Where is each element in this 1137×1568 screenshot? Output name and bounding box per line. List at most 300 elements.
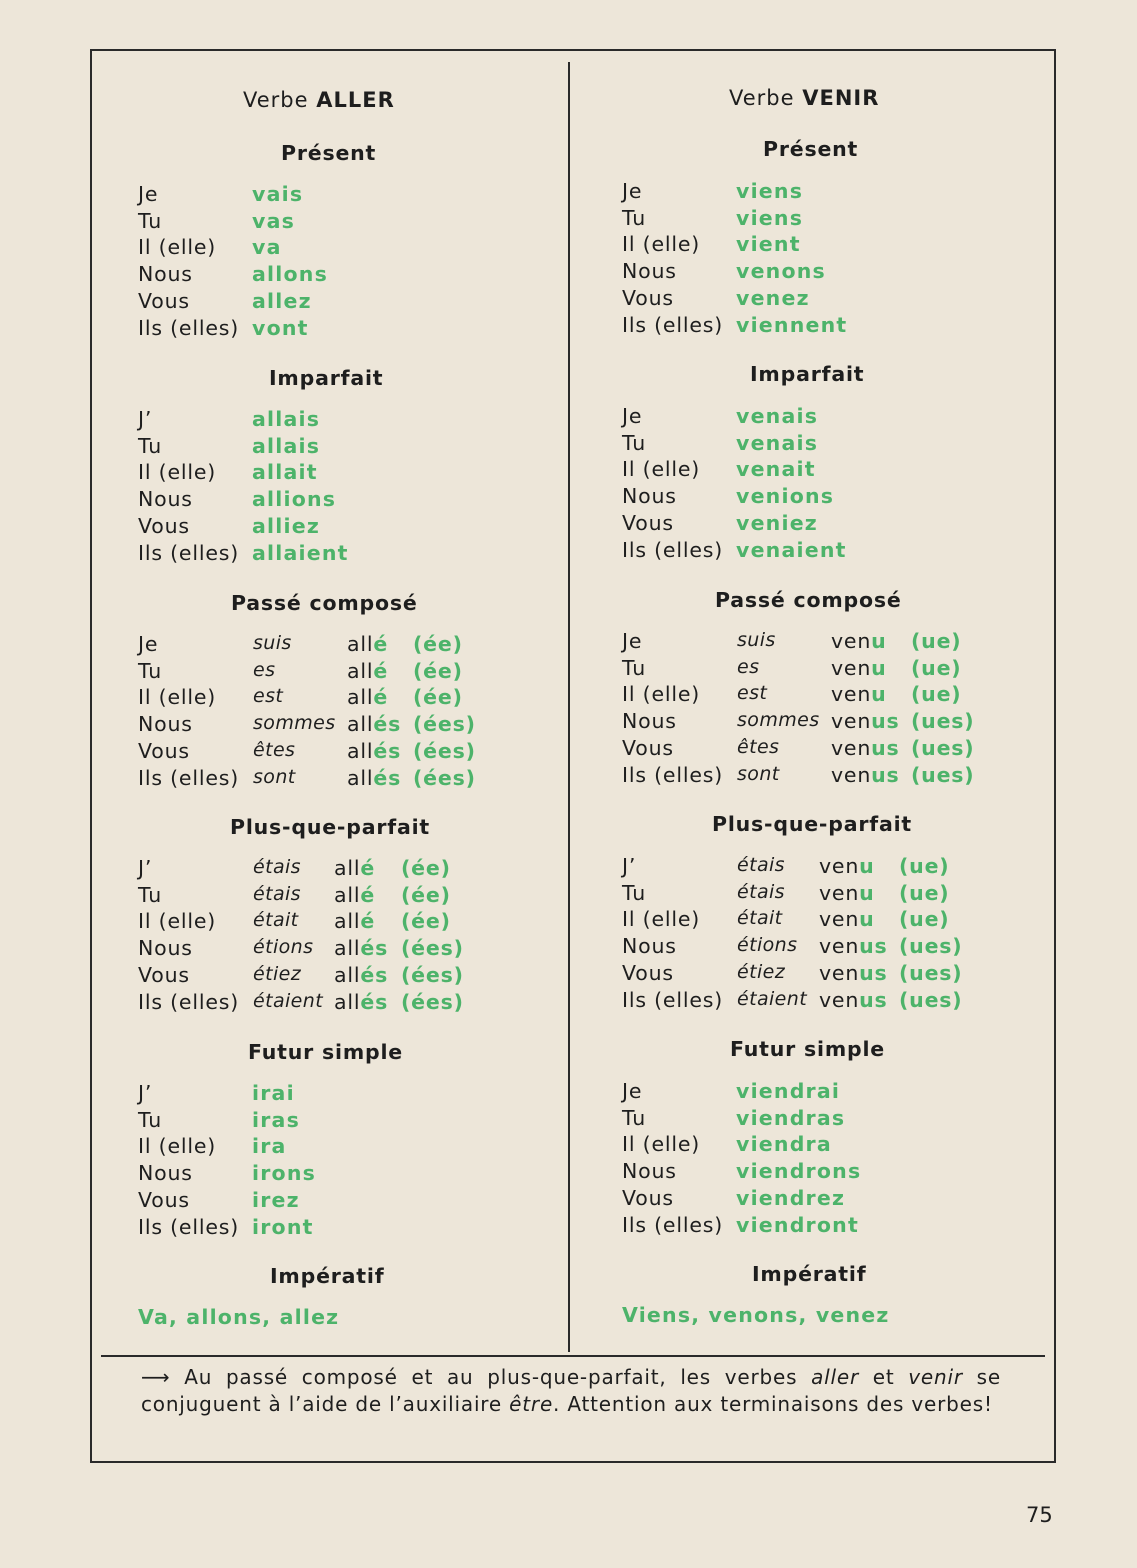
page-number: 75 xyxy=(1026,1503,1053,1527)
conjugation-row xyxy=(138,1134,578,1161)
conjugation-row xyxy=(138,1161,578,1188)
pronoun: Tu xyxy=(622,655,647,680)
participle xyxy=(819,907,875,931)
section-heading-imperatif: Impératif xyxy=(270,1264,385,1288)
pronoun: Je xyxy=(622,404,643,428)
participle-ending: é xyxy=(373,632,389,656)
participle xyxy=(819,961,888,985)
pronoun: Je xyxy=(138,632,159,656)
conjugation-row xyxy=(622,511,1062,538)
participle xyxy=(831,763,900,787)
agreement: (ée) xyxy=(401,882,451,907)
participle-ending: és xyxy=(360,962,389,987)
pronoun: Vous xyxy=(138,962,190,987)
verb-form: alliez xyxy=(252,513,320,538)
note-auxiliary: être xyxy=(509,1392,554,1416)
agreement: (ues) xyxy=(899,934,963,959)
pronoun: Vous xyxy=(138,288,190,313)
verb-form: vas xyxy=(252,208,295,233)
verb-form: iras xyxy=(252,1107,300,1132)
participle xyxy=(347,712,401,736)
participle xyxy=(347,632,388,656)
conjugation-row xyxy=(622,232,1062,259)
pronoun: Tu xyxy=(138,1107,163,1132)
participle-stem: ven xyxy=(819,880,860,905)
verb-form: vient xyxy=(736,232,801,257)
agreement: (ées) xyxy=(413,738,476,763)
auxiliary: étaient xyxy=(737,987,808,1010)
pronoun: Il (elle) xyxy=(622,457,701,482)
conjugation-row xyxy=(138,460,578,487)
verb-form: vais xyxy=(252,182,304,206)
participle-ending: u xyxy=(871,682,887,707)
pronoun: Tu xyxy=(138,433,163,458)
participle-ending: u xyxy=(871,655,887,680)
conjugation-row xyxy=(138,235,578,262)
verb-form: viendrai xyxy=(736,1079,841,1103)
pronoun: Il (elle) xyxy=(138,1134,217,1159)
pronoun: Nous xyxy=(622,934,677,959)
verb-form: venaient xyxy=(736,537,847,562)
participle-stem: ven xyxy=(819,854,860,878)
verb-form: allaient xyxy=(252,540,349,565)
agreement: (ues) xyxy=(911,762,975,787)
conjugation-row xyxy=(622,179,1062,206)
participle xyxy=(819,988,888,1012)
conjugation-row xyxy=(622,1079,1062,1106)
participle xyxy=(831,709,900,733)
conjugation-row xyxy=(622,484,1062,511)
conjugation-row xyxy=(138,632,578,659)
verb-form: viendrez xyxy=(736,1185,846,1210)
title-prefix: Verbe xyxy=(729,86,795,110)
participle xyxy=(831,629,887,653)
agreement: (ée) xyxy=(401,909,451,934)
pronoun: Ils (elles) xyxy=(138,765,240,790)
auxiliary: étais xyxy=(737,854,785,876)
participle-ending: é xyxy=(360,909,376,934)
pronoun: Nous xyxy=(138,262,193,287)
conjugation-row xyxy=(622,736,1062,763)
pronoun: Nous xyxy=(622,259,677,284)
conjugation-row xyxy=(622,1186,1062,1213)
imperative-forms: Viens, venons, venez xyxy=(622,1303,890,1327)
pronoun: Tu xyxy=(138,658,163,683)
participle-ending: u xyxy=(859,854,875,878)
pronoun: Il (elle) xyxy=(138,460,217,485)
conjugation-row xyxy=(138,514,578,541)
participle xyxy=(347,766,401,790)
section-heading-futur: Futur simple xyxy=(730,1037,886,1061)
conjugation-row xyxy=(622,404,1062,431)
participle-ending: u xyxy=(859,880,875,905)
pronoun: Ils (elles) xyxy=(622,1212,724,1237)
participle-ending: us xyxy=(859,934,888,959)
conjugation-row xyxy=(622,538,1062,565)
pronoun: Tu xyxy=(622,205,647,230)
agreement: (ées) xyxy=(413,712,476,737)
pronoun: Ils (elles) xyxy=(622,762,724,787)
conjugation-row xyxy=(622,709,1062,736)
pronoun: Ils (elles) xyxy=(138,315,240,340)
pronoun: J’ xyxy=(138,407,153,431)
conjugation-row xyxy=(622,881,1062,908)
verb-form: allais xyxy=(252,433,321,458)
pronoun: Nous xyxy=(622,1159,677,1184)
participle-ending: us xyxy=(859,960,888,985)
participle-stem: ven xyxy=(819,934,860,959)
conjugation-row xyxy=(138,990,578,1017)
verb-form: viendrons xyxy=(736,1159,862,1184)
participle-ending: us xyxy=(871,762,900,787)
conjugation-row xyxy=(622,854,1062,881)
conjugation-row xyxy=(138,883,578,910)
participle-stem: all xyxy=(334,882,361,907)
pronoun: Vous xyxy=(622,285,674,310)
participle-stem: all xyxy=(347,632,374,656)
agreement: (ée) xyxy=(401,856,451,880)
pronoun: Il (elle) xyxy=(138,909,217,934)
verb-form: viendra xyxy=(736,1132,832,1157)
auxiliary: étiez xyxy=(253,962,302,985)
participle-stem: ven xyxy=(831,709,872,734)
verb-form: viens xyxy=(736,179,804,203)
note-and: et xyxy=(872,1365,895,1389)
conjugation-row xyxy=(138,856,578,883)
pronoun: Il (elle) xyxy=(622,232,701,257)
conjugation-row xyxy=(138,262,578,289)
section-heading-plus-que-parfait: Plus-que-parfait xyxy=(712,812,913,836)
agreement: (ues) xyxy=(911,709,975,734)
participle xyxy=(831,656,887,680)
section-heading-passe-compose: Passé composé xyxy=(715,588,902,612)
participle-ending: us xyxy=(871,709,900,734)
auxiliary: est xyxy=(253,685,284,708)
pronoun: Il (elle) xyxy=(622,682,701,707)
section-heading-passe-compose: Passé composé xyxy=(231,591,418,615)
section-heading-plus-que-parfait: Plus-que-parfait xyxy=(230,815,431,839)
pronoun: Vous xyxy=(138,1187,190,1212)
verb-form: allons xyxy=(252,262,328,287)
pronoun: Il (elle) xyxy=(622,1132,701,1157)
auxiliary: étions xyxy=(253,936,314,959)
conjugation-row xyxy=(622,629,1062,656)
auxiliary: était xyxy=(253,909,299,932)
participle-ending: us xyxy=(871,735,900,760)
participle-stem: all xyxy=(334,909,361,934)
verb-form: allait xyxy=(252,460,318,485)
title-verb: VENIR xyxy=(802,86,880,110)
conjugation-row xyxy=(138,1188,578,1215)
pronoun: Vous xyxy=(622,510,674,535)
participle-stem: all xyxy=(347,658,374,683)
conjugation-row xyxy=(622,259,1062,286)
verb-form: irez xyxy=(252,1187,300,1212)
conjugation-row xyxy=(138,289,578,316)
auxiliary: es xyxy=(253,658,276,681)
pronoun: Vous xyxy=(622,735,674,760)
title-prefix: Verbe xyxy=(243,88,309,112)
section-heading-imparfait: Imparfait xyxy=(269,366,384,390)
conjugation-row xyxy=(622,682,1062,709)
participle xyxy=(334,883,375,907)
auxiliary: était xyxy=(737,907,783,930)
verb-form: viendras xyxy=(736,1105,846,1130)
pronoun: Tu xyxy=(622,1105,647,1130)
footnote xyxy=(141,1364,1001,1418)
participle-stem: all xyxy=(334,856,361,880)
agreement: (ue) xyxy=(911,655,962,680)
pronoun: J’ xyxy=(138,1081,153,1105)
verb-form: venais xyxy=(736,430,819,455)
verb-form: veniez xyxy=(736,510,818,535)
participle-ending: é xyxy=(360,856,376,880)
conjugation-row xyxy=(622,763,1062,790)
participle-ending: és xyxy=(360,936,389,961)
verb-form: viennent xyxy=(736,312,848,337)
verb-form: viens xyxy=(736,205,804,230)
pronoun: Nous xyxy=(622,484,677,509)
conjugation-row xyxy=(622,961,1062,988)
conjugation-row xyxy=(622,457,1062,484)
verb-form: vont xyxy=(252,315,309,340)
participle-stem: ven xyxy=(831,735,872,760)
conjugation-row xyxy=(138,909,578,936)
participle xyxy=(819,881,875,905)
pronoun: Ils (elles) xyxy=(138,989,240,1014)
left-title xyxy=(243,88,395,112)
pronoun: J’ xyxy=(138,856,153,880)
conjugation-row xyxy=(622,1213,1062,1240)
pronoun: Ils (elles) xyxy=(138,1214,240,1239)
verb-form: irons xyxy=(252,1161,317,1186)
participle-stem: ven xyxy=(819,987,860,1012)
participle xyxy=(334,909,375,933)
auxiliary: étais xyxy=(737,880,785,903)
pronoun: Ils (elles) xyxy=(622,537,724,562)
verb-form: venais xyxy=(736,404,819,428)
pronoun: Tu xyxy=(138,208,163,233)
pronoun: Nous xyxy=(622,709,677,734)
conjugation-row xyxy=(622,1106,1062,1133)
section-heading-imperatif: Impératif xyxy=(752,1262,867,1286)
auxiliary: est xyxy=(737,682,768,705)
auxiliary: sommes xyxy=(737,709,820,732)
agreement: (ue) xyxy=(911,682,962,707)
auxiliary: êtes xyxy=(737,735,780,758)
agreement: (ées) xyxy=(401,989,464,1014)
agreement: (ues) xyxy=(911,735,975,760)
pronoun: Je xyxy=(138,182,159,206)
conjugation-row xyxy=(622,988,1062,1015)
conjugation-row xyxy=(138,739,578,766)
conjugation-row xyxy=(622,431,1062,458)
pronoun: Je xyxy=(622,1079,643,1103)
participle-stem: all xyxy=(334,936,361,961)
pronoun: Tu xyxy=(622,880,647,905)
verb-form: allions xyxy=(252,487,337,512)
pronoun: Nous xyxy=(138,1161,193,1186)
note-text-2: se conjuguent à l’aide de l’auxiliaire xyxy=(141,1365,1001,1416)
section-heading-present: Présent xyxy=(763,137,859,161)
participle xyxy=(347,739,401,763)
verb-form: allez xyxy=(252,288,312,313)
pronoun: Nous xyxy=(138,487,193,512)
auxiliary: étais xyxy=(253,882,301,905)
auxiliary: suis xyxy=(737,629,776,651)
participle-ending: é xyxy=(373,685,389,710)
conjugation-row xyxy=(622,934,1062,961)
conjugation-row xyxy=(138,685,578,712)
pronoun: Tu xyxy=(622,430,647,455)
conjugation-row xyxy=(138,936,578,963)
participle xyxy=(819,934,888,958)
auxiliary: étaient xyxy=(253,989,324,1012)
conjugation-row xyxy=(138,963,578,990)
agreement: (ue) xyxy=(911,629,962,653)
conjugation-row xyxy=(138,541,578,568)
agreement: (ées) xyxy=(413,765,476,790)
pronoun: J’ xyxy=(622,854,637,878)
conjugation-row xyxy=(622,206,1062,233)
pronoun: Vous xyxy=(622,960,674,985)
participle-ending: és xyxy=(373,712,402,737)
participle-ending: é xyxy=(373,658,389,683)
right-title xyxy=(729,86,879,110)
verb-form: iront xyxy=(252,1214,314,1239)
pronoun: Ils (elles) xyxy=(622,312,724,337)
conjugation-row xyxy=(138,1081,578,1108)
pronoun: Il (elle) xyxy=(138,685,217,710)
title-verb: ALLER xyxy=(316,88,395,112)
conjugation-row xyxy=(622,656,1062,683)
section-heading-futur: Futur simple xyxy=(248,1040,404,1064)
imperative-forms: Va, allons, allez xyxy=(138,1305,340,1329)
auxiliary: sont xyxy=(253,765,296,788)
pronoun: Vous xyxy=(138,513,190,538)
conjugation-row xyxy=(622,907,1062,934)
agreement: (ée) xyxy=(413,632,463,656)
auxiliary: suis xyxy=(253,632,292,654)
participle-stem: all xyxy=(334,962,361,987)
participle xyxy=(334,963,388,987)
participle-stem: all xyxy=(347,765,374,790)
pronoun: Vous xyxy=(622,1185,674,1210)
auxiliary: étiez xyxy=(737,960,786,983)
participle-stem: all xyxy=(347,712,374,737)
pronoun: Je xyxy=(622,629,643,653)
pronoun: Ils (elles) xyxy=(138,540,240,565)
participle-ending: és xyxy=(373,738,402,763)
conjugation-row xyxy=(138,1215,578,1242)
note-divider xyxy=(101,1355,1045,1357)
pronoun: Il (elle) xyxy=(622,907,701,932)
pronoun: Nous xyxy=(138,936,193,961)
participle-ending: és xyxy=(360,989,389,1014)
participle-stem: ven xyxy=(819,907,860,932)
auxiliary: es xyxy=(737,655,760,678)
conjugation-row xyxy=(138,766,578,793)
auxiliary: sommes xyxy=(253,712,336,735)
conjugation-row xyxy=(622,313,1062,340)
pronoun: Vous xyxy=(138,738,190,763)
participle-stem: ven xyxy=(819,960,860,985)
agreement: (ue) xyxy=(899,880,950,905)
agreement: (ée) xyxy=(413,658,463,683)
conjugation-row xyxy=(138,316,578,343)
auxiliary: étais xyxy=(253,856,301,878)
section-heading-present: Présent xyxy=(281,141,377,165)
participle xyxy=(347,685,388,709)
participle xyxy=(334,936,388,960)
verb-form: ira xyxy=(252,1134,287,1159)
conjugation-row xyxy=(138,407,578,434)
agreement: (ée) xyxy=(413,685,463,710)
agreement: (ue) xyxy=(899,907,950,932)
participle xyxy=(819,854,875,878)
conjugation-row xyxy=(138,712,578,739)
verb-form: venez xyxy=(736,285,810,310)
agreement: (ues) xyxy=(899,960,963,985)
participle-stem: all xyxy=(347,738,374,763)
participle-stem: ven xyxy=(831,682,872,707)
conjugation-row xyxy=(138,182,578,209)
verb-form: irai xyxy=(252,1081,295,1105)
participle-ending: u xyxy=(871,629,887,653)
pronoun: Il (elle) xyxy=(138,235,217,260)
participle-stem: ven xyxy=(831,762,872,787)
section-heading-imparfait: Imparfait xyxy=(750,362,865,386)
note-verb-venir: venir xyxy=(908,1365,963,1389)
note-text-3: . Attention aux terminaisons des verbes! xyxy=(553,1392,993,1416)
participle xyxy=(334,856,375,880)
verb-form: va xyxy=(252,235,282,260)
auxiliary: sont xyxy=(737,762,780,785)
auxiliary: êtes xyxy=(253,738,296,761)
agreement: (ées) xyxy=(401,962,464,987)
verb-form: venait xyxy=(736,457,816,482)
pronoun: Ils (elles) xyxy=(622,987,724,1012)
pronoun: Tu xyxy=(138,882,163,907)
participle-ending: u xyxy=(859,907,875,932)
pronoun: Je xyxy=(622,179,643,203)
verb-form: venions xyxy=(736,484,835,509)
auxiliary: étions xyxy=(737,934,798,957)
note-text-1: Au passé composé et au plus-que-parfait, les verbes xyxy=(184,1365,798,1389)
participle xyxy=(334,990,388,1014)
participle-stem: ven xyxy=(831,655,872,680)
participle-stem: all xyxy=(347,685,374,710)
conjugation-row xyxy=(138,659,578,686)
participle xyxy=(831,682,887,706)
verb-form: venons xyxy=(736,259,826,284)
participle xyxy=(347,659,388,683)
conjugation-row xyxy=(622,1132,1062,1159)
verb-form: allais xyxy=(252,407,321,431)
conjugation-row xyxy=(138,209,578,236)
participle-ending: és xyxy=(373,765,402,790)
agreement: (ue) xyxy=(899,854,950,878)
participle-stem: all xyxy=(334,989,361,1014)
verb-form: viendront xyxy=(736,1212,859,1237)
arrow-icon: ⟶ xyxy=(141,1365,171,1389)
agreement: (ues) xyxy=(899,987,963,1012)
conjugation-row xyxy=(138,487,578,514)
participle-ending: us xyxy=(859,987,888,1012)
participle xyxy=(831,736,900,760)
conjugation-row xyxy=(622,1159,1062,1186)
conjugation-row xyxy=(138,434,578,461)
